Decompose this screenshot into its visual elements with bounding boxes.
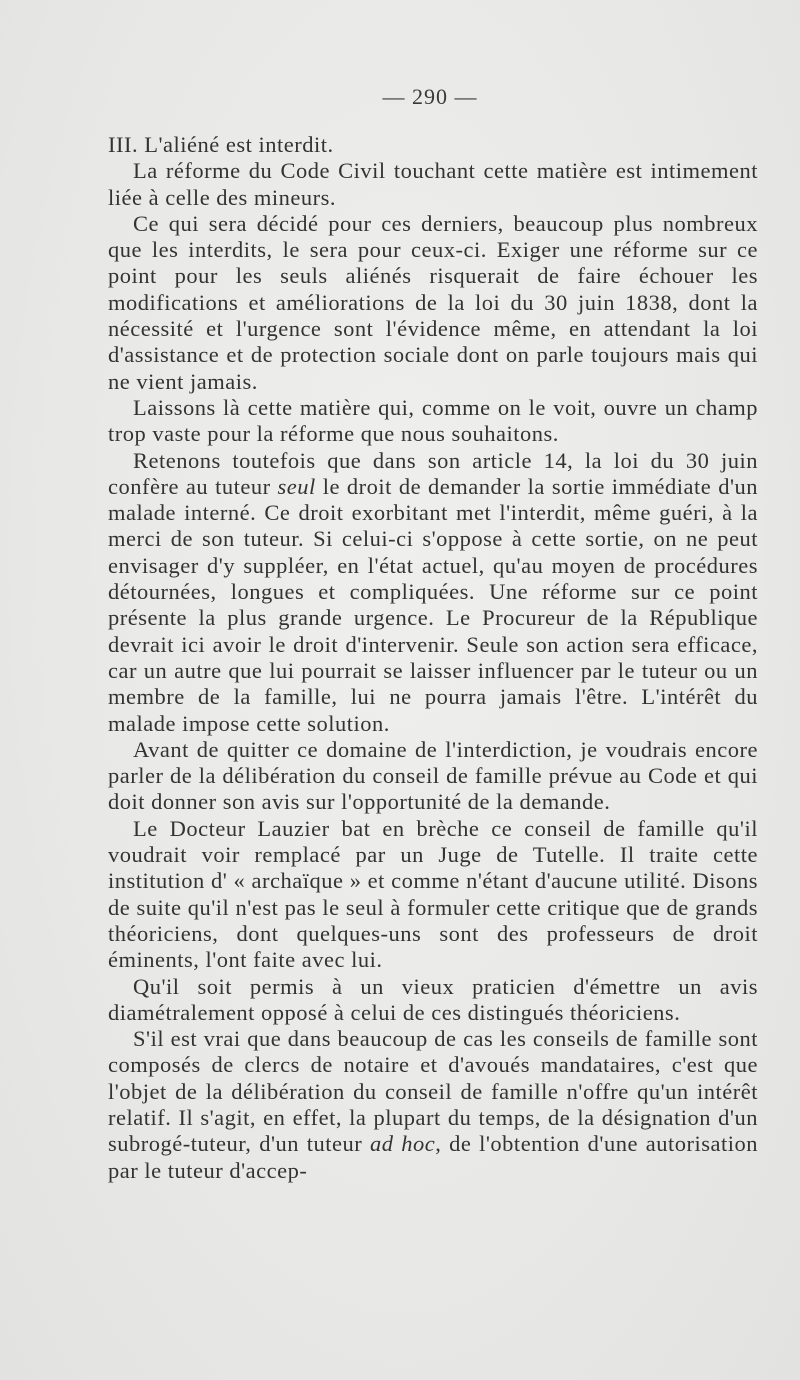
paragraph: La réforme du Code Civil touchant cette matière est intimement liée à celle des mineurs. bbox=[108, 158, 758, 210]
paragraph: Le Docteur Lauzier bat en brèche ce conseil de famille qu'il voudrait voir remplacé par un Juge de Tutelle. Il traite cette institution d' « archaïque » et comme n'étant d'aucune utilité. Disons de suite qu'il n'est pas le seul à formuler cette critique que de grands théoriciens, dont quelques-uns sont des professeurs de droit éminents, l'ont faite avec lui. bbox=[108, 815, 758, 973]
section-heading: III. L'aliéné est interdit. bbox=[108, 132, 334, 157]
italic-word: seul bbox=[277, 473, 316, 499]
paragraph: S'il est vrai que dans beaucoup de cas les conseils de famille sont composés de clercs de notaire et d'avoués mandataires, c'est que l'objet de la délibération du conseil de famille n'offre qu'un intérêt relatif. Il s'agit, en effet, la plupart du temps, de la désignation d'un subrogé-tuteur, d'un tuteur ad hoc, de l'obtention d'une autorisation par le tuteur d'accep- bbox=[108, 1026, 758, 1183]
page-number: — 290 — bbox=[382, 84, 478, 109]
paragraph: Avant de quitter ce domaine de l'interdiction, je voudrais encore parler de la délibération du conseil de famille prévue au Code et qui doit donner son avis sur l'opportunité de la demande. bbox=[108, 736, 758, 815]
paragraph: Ce qui sera décidé pour ces derniers, beaucoup plus nombreux que les interdits, le sera pour ceux-ci. Exiger une réforme sur ce point pour les seuls aliénés risquerait de faire échouer les modifications et améliorations de la loi du 30 juin 1838, dont la nécessité et l'urgence sont l'évidence même, en attendant la loi d'assistance et de protection sociale dont on parle toujours mais qui ne vient jamais. bbox=[108, 210, 758, 394]
paragraph: Qu'il soit permis à un vieux praticien d'émettre un avis diamétralement opposé à celui de ces distingués théoriciens. bbox=[108, 973, 758, 1025]
body-text bbox=[108, 132, 758, 1184]
paragraph: Laissons là cette matière qui, comme on le voit, ouvre un champ trop vaste pour la réforme que nous souhaitons. bbox=[108, 394, 758, 447]
paragraph: Retenons toutefois que dans son article 14, la loi du 30 juin confère au tuteur seul le droit de demander la sortie immédiate d'un malade interné. Ce droit exorbitant met l'interdit, même guéri, à la merci de son tuteur. Si celui-ci s'oppose à cette sortie, on ne peut envisager d'y suppléer, en l'état actuel, qu'au moyen de procédures détournées, longues et compliquées. Une réforme sur ce point présente la plus grande urgence. Le Procureur de la République devrait ici avoir le droit d'intervenir. Seule son action sera efficace, car un autre que lui pourrait se laisser influencer par le tuteur ou un membre de la famille, lui ne pourra jamais l'être. L'intérêt du malade impose cette solution. bbox=[108, 447, 759, 736]
italic-word: ad hoc bbox=[370, 1131, 436, 1157]
